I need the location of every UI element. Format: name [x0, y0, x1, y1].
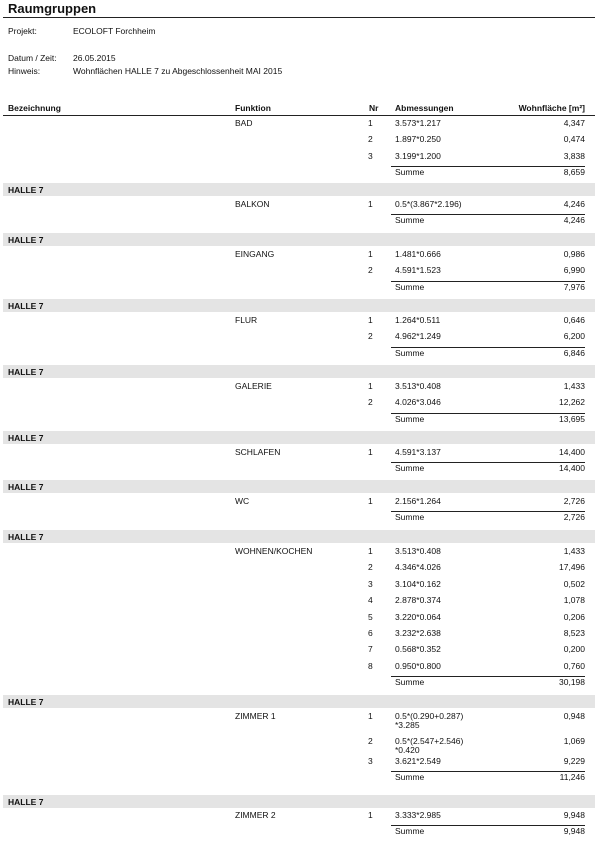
row-dimensions: 0.5*(2.547+2.546)	[395, 736, 464, 746]
row-area: 9,229	[563, 756, 585, 766]
row-area: 8,523	[563, 628, 585, 638]
row-area: 17,496	[559, 562, 585, 573]
header-divider	[3, 115, 595, 116]
column-header-bezeichnung: Bezeichnung	[8, 103, 61, 113]
group-header-label: HALLE 7	[8, 482, 44, 492]
row-dimensions: 0.568*0.352	[395, 644, 441, 655]
row-number: 2	[368, 397, 373, 408]
group-header-band	[3, 365, 595, 378]
row-dimensions: 3.621*2.549	[395, 756, 441, 766]
row-area: 0,206	[563, 611, 585, 622]
group-header-band	[3, 530, 595, 543]
row-area: 0,760	[563, 660, 585, 671]
row-dimensions: 3.220*0.064	[395, 611, 441, 622]
group-header-band	[3, 480, 595, 493]
column-header-nr: Nr	[369, 103, 379, 113]
row-area: 6,990	[563, 265, 585, 276]
row-number: 1	[368, 118, 373, 128]
sum-value: 11,246	[559, 772, 585, 783]
room-function: BALKON	[235, 199, 270, 209]
row-number: 6	[368, 628, 373, 638]
column-header-funktion: Funktion	[235, 103, 271, 113]
sum-value: 13,695	[559, 413, 585, 424]
row-dimensions: 3.232*2.638	[395, 628, 441, 638]
row-number: 4	[368, 595, 373, 606]
row-number: 2	[368, 331, 373, 342]
row-area: 4,246	[563, 199, 585, 209]
row-number: 1	[368, 249, 373, 259]
row-area: 12,262	[559, 397, 585, 408]
row-number: 1	[368, 199, 373, 209]
group-header-label: HALLE 7	[8, 433, 44, 443]
row-dimensions: *0.420	[395, 745, 420, 755]
meta-value-datum: 26.05.2015	[73, 53, 116, 63]
row-number: 2	[368, 134, 373, 145]
sum-label: Summe	[395, 463, 425, 474]
sum-label: Summe	[395, 347, 425, 358]
title-divider	[3, 17, 595, 18]
group-header-band	[3, 183, 595, 196]
row-number: 5	[368, 611, 373, 622]
row-area: 9,948	[563, 810, 585, 820]
room-function: FLUR	[235, 315, 258, 325]
room-function: WOHNEN/KOCHEN	[235, 546, 313, 556]
row-number: 1	[368, 711, 373, 721]
row-dimensions: 0.5*(3.867*2.196)	[395, 199, 462, 209]
group-header-label: HALLE 7	[8, 532, 44, 542]
row-dimensions: 4.962*1.249	[395, 331, 441, 342]
row-area: 0,200	[563, 644, 585, 655]
row-number: 1	[368, 810, 373, 820]
row-dimensions: 3.104*0.162	[395, 578, 441, 589]
row-number: 2	[368, 562, 373, 573]
group-header-label: HALLE 7	[8, 301, 44, 311]
sum-value: 8,659	[563, 167, 585, 178]
row-dimensions: 3.333*2.985	[395, 810, 441, 820]
sum-label: Summe	[395, 512, 425, 523]
row-dimensions: 4.591*1.523	[395, 265, 441, 276]
group-header-label: HALLE 7	[8, 185, 44, 195]
row-area: 0,474	[563, 134, 585, 145]
group-header-band	[3, 695, 595, 708]
group-header-band	[3, 795, 595, 808]
row-number: 7	[368, 644, 373, 655]
row-area: 1,433	[563, 546, 585, 556]
sum-value: 30,198	[559, 677, 585, 688]
sum-label: Summe	[395, 413, 425, 424]
row-dimensions: 3.513*0.408	[395, 381, 441, 391]
room-function: ZIMMER 1	[235, 711, 276, 721]
row-number: 1	[368, 496, 373, 506]
row-area: 6,200	[563, 331, 585, 342]
sum-value: 7,976	[563, 281, 585, 292]
column-header-abmessungen: Abmessungen	[395, 103, 454, 113]
row-area: 0,986	[563, 249, 585, 259]
row-area: 2,726	[563, 496, 585, 506]
sum-label: Summe	[395, 772, 425, 783]
sum-label: Summe	[395, 677, 425, 688]
row-dimensions: 3.573*1.217	[395, 118, 441, 128]
row-area: 0,948	[563, 711, 585, 721]
row-dimensions: 4.346*4.026	[395, 562, 441, 573]
sum-label: Summe	[395, 826, 425, 837]
row-number: 1	[368, 447, 373, 457]
sum-value: 2,726	[563, 512, 585, 523]
row-area: 4,347	[563, 118, 585, 128]
room-function: EINGANG	[235, 249, 275, 259]
row-number: 1	[368, 315, 373, 325]
room-function: BAD	[235, 118, 253, 128]
row-dimensions: 1.897*0.250	[395, 134, 441, 145]
meta-label-hinweis: Hinweis:	[8, 66, 41, 76]
row-dimensions: 3.513*0.408	[395, 546, 441, 556]
row-area: 1,433	[563, 381, 585, 391]
sum-label: Summe	[395, 281, 425, 292]
row-area: 0,646	[563, 315, 585, 325]
sum-value: 4,246	[563, 215, 585, 226]
meta-label-projekt: Projekt:	[8, 26, 37, 36]
group-header-label: HALLE 7	[8, 235, 44, 245]
row-number: 2	[368, 736, 373, 746]
row-dimensions: *3.285	[395, 720, 420, 730]
meta-value-hinweis: Wohnflächen HALLE 7 zu Abgeschlossenheit MAI 2015	[73, 66, 283, 76]
group-header-label: HALLE 7	[8, 367, 44, 377]
row-area: 14,400	[559, 447, 585, 457]
row-dimensions: 1.481*0.666	[395, 249, 441, 259]
meta-value-projekt: ECOLOFT Forchheim	[73, 26, 156, 36]
sum-value: 14,400	[559, 463, 585, 474]
row-area: 1,078	[563, 595, 585, 606]
group-header-label: HALLE 7	[8, 797, 44, 807]
group-header-band	[3, 431, 595, 444]
row-number: 8	[368, 660, 373, 671]
room-function: ZIMMER 2	[235, 810, 276, 820]
sum-label: Summe	[395, 215, 425, 226]
row-dimensions: 3.199*1.200	[395, 150, 441, 161]
row-number: 1	[368, 546, 373, 556]
row-dimensions: 2.878*0.374	[395, 595, 441, 606]
row-dimensions: 2.156*1.264	[395, 496, 441, 506]
row-area: 1,069	[563, 736, 585, 746]
sum-value: 9,948	[563, 826, 585, 837]
group-header-label: HALLE 7	[8, 697, 44, 707]
row-dimensions: 4.591*3.137	[395, 447, 441, 457]
row-dimensions: 4.026*3.046	[395, 397, 441, 408]
column-header-wohnflaeche: Wohnfläche [m²]	[518, 103, 585, 113]
row-dimensions: 0.950*0.800	[395, 660, 441, 671]
row-number: 2	[368, 265, 373, 276]
group-header-band	[3, 299, 595, 312]
page-title: Raumgruppen	[8, 1, 97, 16]
row-dimensions: 1.264*0.511	[395, 315, 441, 325]
room-function: WC	[235, 496, 250, 506]
row-number: 1	[368, 381, 373, 391]
row-number: 3	[368, 756, 373, 766]
row-area: 3,838	[563, 150, 585, 161]
row-number: 3	[368, 578, 373, 589]
row-area: 0,502	[563, 578, 585, 589]
sum-label: Summe	[395, 167, 425, 178]
room-function: GALERIE	[235, 381, 272, 391]
row-dimensions: 0.5*(0.290+0.287)	[395, 711, 464, 721]
sum-value: 6,846	[563, 347, 585, 358]
room-function: SCHLAFEN	[235, 447, 281, 457]
group-header-band	[3, 233, 595, 246]
meta-label-datum: Datum / Zeit:	[8, 53, 57, 63]
row-number: 3	[368, 150, 373, 161]
